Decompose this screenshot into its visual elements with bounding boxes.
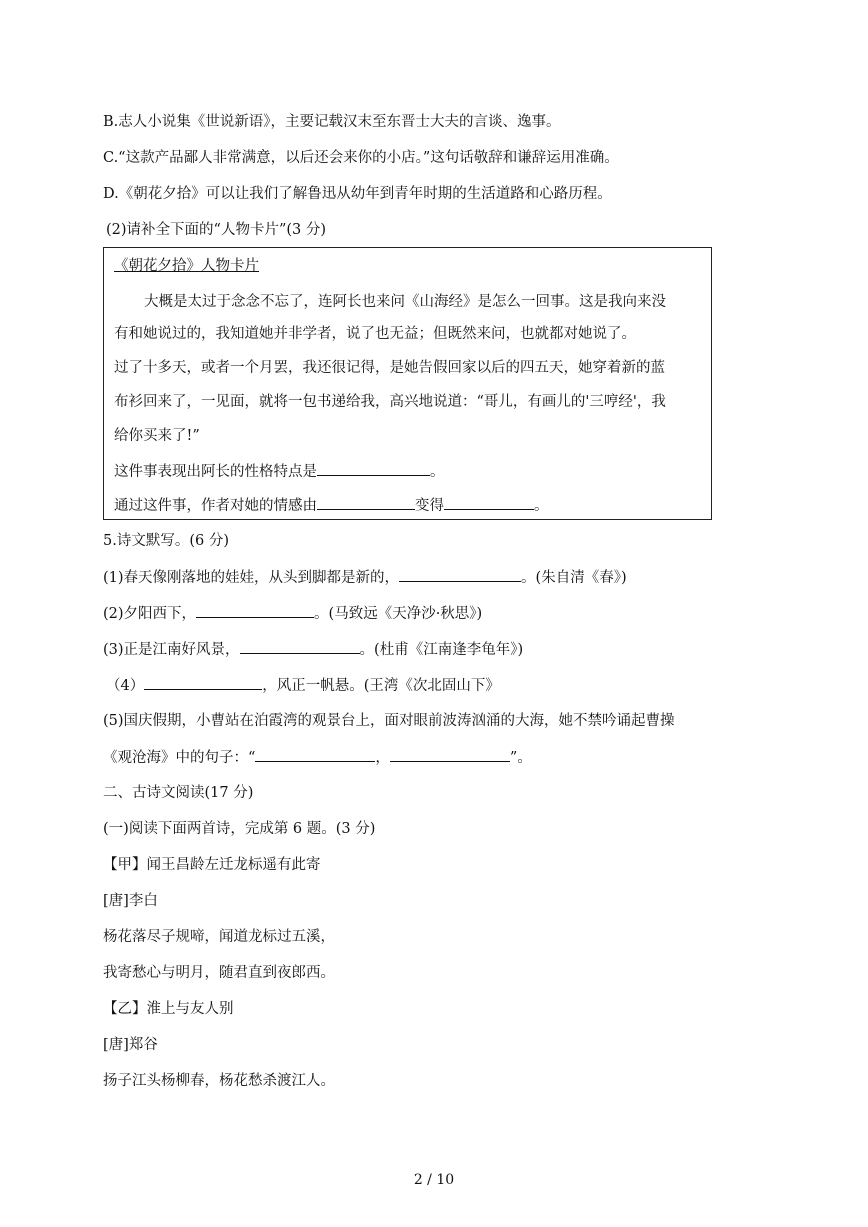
dictation-item-4: [106, 675, 500, 696]
card-paragraph-line: 有和她说过的，我知道她并非学者，说了也无益；但既然来问，也就都对她说了。: [114, 326, 636, 342]
card-question-emotion-mid: 变得: [415, 498, 444, 514]
answer-blank[interactable]: [390, 747, 510, 762]
punctuation: ，: [375, 750, 390, 766]
dictation-text: 《观沧海》中的句子：“: [103, 750, 256, 766]
card-paragraph-line: 大概是太过于念念不忘了，连阿长也来问《山海经》是怎么一回事。这是我向来没: [144, 294, 666, 310]
card-question-emotion: [114, 495, 549, 516]
character-card: [103, 247, 712, 520]
question-5-heading: 5.诗文默写。(6 分): [103, 533, 229, 549]
character-card-title: 《朝花夕拾》人物卡片: [114, 258, 259, 274]
dictation-text: （4）: [106, 678, 145, 694]
option-b: B.志人小说集《世说新语》，主要记载汉末至东晋士大夫的言谈、逸事。: [103, 114, 561, 130]
answer-blank[interactable]: [444, 495, 534, 510]
dictation-item-2: [103, 603, 482, 624]
option-d: D.《朝花夕拾》可以让我们了解鲁迅从幼年到青年时期的生活道路和心路历程。: [103, 186, 612, 202]
dictation-item-3: [103, 639, 523, 660]
section-2-intro: (一)阅读下面两首诗，完成第 6 题。(3 分): [103, 821, 376, 837]
poem-2-line: 扬子江头杨柳春，杨花愁杀渡江人。: [103, 1073, 335, 1089]
poem-1-line: 我寄愁心与明月，随君直到夜郎西。: [103, 965, 335, 981]
dictation-source: 。(朱自清《春》): [521, 570, 627, 586]
card-paragraph-line: 过了十多天，或者一个月罢，我还很记得，是她告假回家以后的四五天，她穿着新的蓝: [114, 360, 665, 376]
answer-blank[interactable]: [399, 567, 521, 582]
dictation-text: (3)正是江南好风景，: [103, 642, 240, 658]
card-question-traits: [114, 461, 445, 482]
punctuation: 。: [534, 498, 549, 514]
punctuation: 。: [430, 464, 445, 480]
poem-1-line: 杨花落尽子规啼，闻道龙标过五溪，: [103, 929, 335, 945]
dictation-source: ，风正一帆悬。(王湾《次北固山下》: [262, 678, 500, 694]
dictation-item-5: (5)国庆假期，小曹站在泊霞湾的观景台上，面对眼前波涛汹涌的大海，她不禁吟诵起曹操: [103, 713, 675, 729]
answer-blank[interactable]: [317, 461, 430, 476]
option-c: C.“这款产品鄙人非常满意，以后还会来你的小店。”这句话敬辞和谦辞运用准确。: [103, 150, 619, 166]
answer-blank[interactable]: [317, 495, 415, 510]
card-question-emotion-text: 通过这件事，作者对她的情感由: [114, 498, 317, 514]
dictation-text: (2)夕阳西下，: [103, 606, 197, 622]
dictation-item-1: [103, 567, 627, 588]
poem-2-author: [唐]郑谷: [103, 1037, 158, 1053]
dictation-source: 。(杜甫《江南逢李龟年》): [359, 642, 524, 658]
section-2-heading: 二、古诗文阅读(17 分): [103, 785, 254, 801]
answer-blank[interactable]: [144, 675, 262, 690]
answer-blank[interactable]: [255, 747, 375, 762]
answer-blank[interactable]: [240, 639, 360, 654]
card-paragraph-line: 布衫回来了，一见面，就将一包书递给我，高兴地说道：“哥儿，有画儿的'三哼经'，我: [114, 394, 666, 410]
question-4-2-prompt: (2)请补全下面的“人物卡片”(3 分): [106, 222, 327, 238]
dictation-item-5-continued: [103, 747, 532, 768]
card-paragraph-line: 给你买来了!”: [114, 428, 200, 444]
answer-blank[interactable]: [196, 603, 314, 618]
punctuation: ”。: [509, 750, 532, 766]
dictation-source: 。(马致远《天净沙·秋思》): [314, 606, 483, 622]
poem-1-author: [唐]李白: [103, 893, 158, 909]
dictation-text: (1)春天像刚落地的娃娃，从头到脚都是新的，: [103, 570, 400, 586]
card-question-traits-text: 这件事表现出阿长的性格特点是: [114, 464, 317, 480]
poem-1-title: 【甲】闻王昌龄左迁龙标遥有此寄: [103, 857, 321, 873]
page-number: 2 / 10: [413, 1172, 455, 1188]
poem-2-title: 【乙】淮上与友人别: [103, 1001, 234, 1017]
